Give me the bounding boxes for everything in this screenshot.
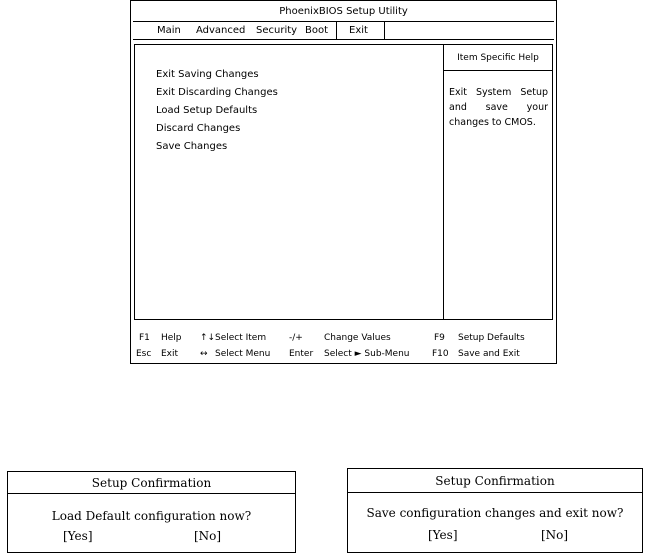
exit-options-list bbox=[135, 45, 443, 319]
option-load-setup-defaults[interactable]: Load Setup Defaults bbox=[156, 105, 258, 116]
key-plusminus: -/+ bbox=[289, 333, 303, 343]
menu-advanced[interactable]: Advanced bbox=[196, 25, 246, 36]
key-enter: Enter bbox=[289, 349, 314, 359]
save-exit-dialog bbox=[347, 468, 643, 553]
key-esc-desc: Exit bbox=[161, 349, 179, 359]
key-esc: Esc bbox=[136, 349, 152, 359]
arrow-leftright-icon: ↔ bbox=[200, 349, 208, 359]
dialog-title: Setup Confirmation bbox=[8, 472, 295, 494]
menu-boot[interactable]: Boot bbox=[305, 25, 329, 36]
help-text: Exit System Setup and save your changes to CMOS. bbox=[449, 87, 548, 128]
help-title: Item Specific Help bbox=[444, 45, 552, 71]
no-button[interactable]: [No] bbox=[194, 529, 222, 543]
menu-main[interactable]: Main bbox=[157, 25, 181, 36]
key-plusminus-desc: Change Values bbox=[324, 333, 391, 343]
yes-button[interactable]: [Yes] bbox=[428, 528, 458, 542]
key-f9-desc: Setup Defaults bbox=[458, 333, 525, 343]
help-panel bbox=[443, 45, 552, 319]
option-exit-discarding-changes[interactable]: Exit Discarding Changes bbox=[156, 87, 278, 98]
key-leftright-desc: Select Menu bbox=[215, 349, 271, 359]
dialog-title: Setup Confirmation bbox=[348, 469, 642, 493]
arrow-updown-icon: ↑↓ bbox=[200, 333, 216, 343]
menu-exit[interactable]: Exit bbox=[336, 22, 385, 39]
content-panel bbox=[134, 44, 553, 320]
window-title: PhoenixBIOS Setup Utility bbox=[279, 6, 408, 17]
key-enter-desc: Select ► Sub-Menu bbox=[324, 349, 410, 359]
option-save-changes[interactable]: Save Changes bbox=[156, 141, 228, 152]
menu-bar bbox=[133, 21, 554, 40]
key-updown-desc: Select Item bbox=[215, 333, 267, 343]
key-f9: F9 bbox=[434, 333, 445, 343]
bios-setup-window bbox=[130, 0, 557, 364]
dialog-message: Load Default configuration now? bbox=[51, 509, 252, 523]
key-f10-desc: Save and Exit bbox=[458, 349, 520, 359]
yes-button[interactable]: [Yes] bbox=[63, 529, 93, 543]
key-f1: F1 bbox=[139, 333, 150, 343]
load-defaults-dialog bbox=[7, 471, 296, 553]
no-button[interactable]: [No] bbox=[541, 528, 569, 542]
dialog-message: Save configuration changes and exit now? bbox=[366, 506, 624, 520]
key-f1-desc: Help bbox=[161, 333, 182, 343]
key-legend bbox=[131, 326, 556, 362]
option-discard-changes[interactable]: Discard Changes bbox=[156, 123, 241, 134]
menu-security[interactable]: Security bbox=[256, 25, 298, 36]
option-exit-saving-changes[interactable]: Exit Saving Changes bbox=[156, 69, 259, 80]
key-f10: F10 bbox=[432, 349, 449, 359]
